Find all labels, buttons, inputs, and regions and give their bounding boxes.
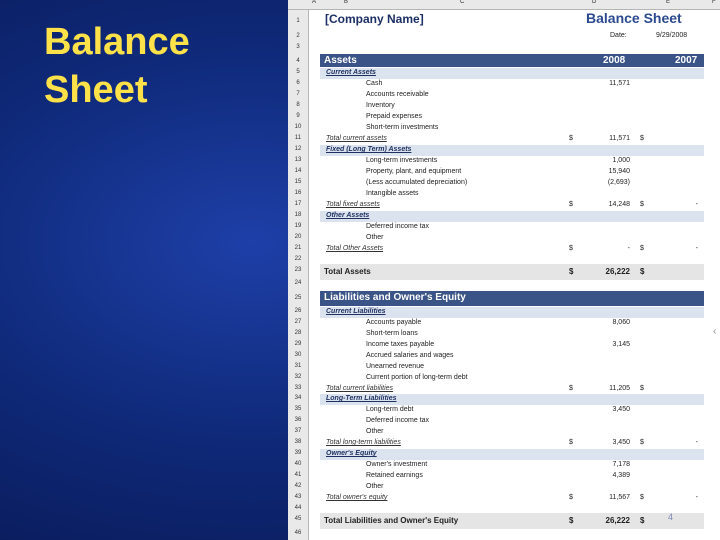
retained-earnings-value: 4,389 <box>612 472 630 479</box>
long-term-debt-value: 3,450 <box>612 406 630 413</box>
row-number: 29 <box>294 341 302 347</box>
total-long-term-liabilities-value-2007: - <box>695 439 698 446</box>
ppe-label: Property, plant, and equipment <box>366 168 462 175</box>
year-2007: 2007 <box>675 55 698 66</box>
row-number: 36 <box>294 417 302 423</box>
company-name: [Company Name] <box>325 12 424 26</box>
owners-equity-title: Owner's Equity <box>326 450 377 457</box>
fixed-assets-title: Fixed (Long Term) Assets <box>326 146 412 153</box>
row-number: 18 <box>294 212 302 218</box>
column-header-bar <box>288 0 720 10</box>
row-number: 19 <box>294 223 302 229</box>
total-assets-band <box>320 264 704 280</box>
row-number: 32 <box>294 374 302 380</box>
row-number: 23 <box>294 267 302 273</box>
column-header-f: F <box>712 0 716 5</box>
total-other-assets-currency-2007: $ <box>640 245 644 252</box>
row-header-bar <box>288 10 309 540</box>
total-long-term-liabilities-label: Total long-term liabilities <box>326 439 401 446</box>
row-number: 25 <box>294 295 302 301</box>
row-number: 40 <box>294 461 302 467</box>
row-number: 43 <box>294 494 302 500</box>
row-number: 46 <box>294 530 302 536</box>
income-taxes-payable-label: Income taxes payable <box>366 341 435 348</box>
cash-label: Cash <box>366 80 383 87</box>
total-liabilities-equity-value: 26,222 <box>605 516 630 525</box>
current-assets-band <box>320 68 704 79</box>
row-number: 14 <box>294 168 302 174</box>
row-number: 16 <box>294 190 302 196</box>
total-current-liabilities-currency: $ <box>569 385 573 392</box>
total-long-term-liabilities-currency-2007: $ <box>640 439 644 446</box>
total-fixed-assets-currency: $ <box>569 201 573 208</box>
column-header-b: B <box>344 0 349 5</box>
sheet-title: Balance Sheet <box>586 10 682 26</box>
row-number: 9 <box>296 113 300 119</box>
row-number: 41 <box>294 472 302 478</box>
total-current-liabilities-value: 11,205 <box>609 385 630 392</box>
total-other-assets-value-2007: - <box>695 245 698 252</box>
income-taxes-payable-value: 3,145 <box>612 341 630 348</box>
total-owners-equity-label: Total owner's equity <box>326 494 388 501</box>
total-fixed-assets-label: Total fixed assets <box>326 201 380 208</box>
row-number: 39 <box>294 450 302 456</box>
row-number: 42 <box>294 483 302 489</box>
unearned-revenue-label: Unearned revenue <box>366 363 424 370</box>
assets-heading: Assets <box>324 55 357 66</box>
total-other-assets-currency: $ <box>569 245 573 252</box>
date-label: Date: <box>610 32 627 39</box>
inventory-label: Inventory <box>366 102 395 109</box>
date-value: 9/29/2008 <box>656 32 688 39</box>
row-number: 8 <box>296 102 300 108</box>
row-number: 22 <box>294 256 302 262</box>
total-owners-equity-value-2007: - <box>695 494 698 501</box>
chevron-left-icon: ‹ <box>713 326 717 337</box>
long-term-investments-label: Long-term investments <box>366 157 438 164</box>
column-header-e: E <box>666 0 671 5</box>
row-number: 31 <box>294 363 302 369</box>
row-number: 38 <box>294 439 302 445</box>
accrued-salaries-label: Accrued salaries and wages <box>366 352 454 359</box>
total-liabilities-equity-label: Total Liabilities and Owner's Equity <box>324 516 459 525</box>
total-long-term-liabilities-value: 3,450 <box>612 439 630 446</box>
total-current-liabilities-currency-2007: $ <box>640 385 644 392</box>
long-term-investments-value: 1,000 <box>612 157 630 164</box>
row-number: 11 <box>294 135 302 141</box>
total-long-term-liabilities-currency: $ <box>569 439 573 446</box>
total-liabilities-equity-currency: $ <box>569 516 574 525</box>
total-other-assets-label: Total Other Assets <box>326 245 384 252</box>
ppe-value: 15,940 <box>608 168 630 175</box>
slide-title <box>44 18 274 114</box>
total-owners-equity-value: 11,567 <box>609 494 630 501</box>
long-term-debt-label: Long-term debt <box>366 406 414 413</box>
row-number: 24 <box>294 280 302 286</box>
total-assets-currency: $ <box>569 267 574 276</box>
slide-title-line2: Sheet <box>44 69 148 111</box>
column-header-a: A <box>312 0 317 5</box>
row-number: 4 <box>296 58 300 64</box>
liabilities-heading: Liabilities and Owner's Equity <box>324 292 466 303</box>
slide-title-line1: Balance <box>44 21 190 63</box>
cash-value: 11,571 <box>609 80 630 87</box>
row-number: 44 <box>294 505 302 511</box>
row-number: 37 <box>294 428 302 434</box>
row-number: 5 <box>296 69 300 75</box>
row-number: 10 <box>294 124 302 130</box>
assets-band <box>320 54 704 67</box>
total-fixed-assets-value: 14,248 <box>608 201 630 208</box>
row-number: 26 <box>294 308 302 314</box>
row-number: 45 <box>294 516 302 522</box>
liab-deferred-income-tax-label: Deferred income tax <box>366 417 430 424</box>
row-number: 30 <box>294 352 302 358</box>
row-number: 33 <box>294 385 302 391</box>
total-fixed-assets-value-2007: - <box>695 201 698 208</box>
total-fixed-assets-currency-2007: $ <box>640 201 644 208</box>
row-number: 6 <box>296 80 300 86</box>
total-owners-equity-currency-2007: $ <box>640 494 644 501</box>
current-assets-title: Current Assets <box>326 69 376 76</box>
total-current-assets-currency: $ <box>569 135 573 142</box>
row-number: 12 <box>294 146 302 152</box>
slide-number: 4 <box>668 512 674 522</box>
deferred-income-tax-label: Deferred income tax <box>366 223 430 230</box>
other-assets-title: Other Assets <box>326 212 370 219</box>
row-number: 27 <box>294 319 302 325</box>
owners-investment-label: Owner's investment <box>366 461 428 468</box>
total-current-assets-value: 11,571 <box>609 135 630 142</box>
row-number: 21 <box>294 245 302 251</box>
owners-equity-band <box>320 449 704 460</box>
accounts-receivable-label: Accounts receivable <box>366 91 429 98</box>
long-term-liabilities-title: Long-Term Liabilities <box>326 395 397 402</box>
row-number: 28 <box>294 330 302 336</box>
row-number: 35 <box>294 406 302 412</box>
column-header-d: D <box>592 0 597 5</box>
total-other-assets-value: - <box>627 245 630 252</box>
spreadsheet-image <box>288 0 720 540</box>
liab-other-label: Other <box>366 428 384 435</box>
total-assets-value: 26,222 <box>605 267 630 276</box>
total-liabilities-equity-currency-2007: $ <box>640 516 645 525</box>
row-number: 2 <box>296 33 300 39</box>
total-current-assets-currency-2007: $ <box>640 135 644 142</box>
total-current-assets-label: Total current assets <box>326 135 387 142</box>
row-number: 13 <box>294 157 302 163</box>
total-assets-label: Total Assets <box>324 267 371 276</box>
other-assets-band <box>320 211 704 222</box>
current-liabilities-title: Current Liabilities <box>326 308 386 315</box>
row-number: 7 <box>296 91 300 97</box>
row-number: 3 <box>296 44 300 50</box>
total-owners-equity-currency: $ <box>569 494 573 501</box>
accounts-payable-value: 8,060 <box>612 319 630 326</box>
row-number: 17 <box>294 201 302 207</box>
total-current-liabilities-label: Total current liabilities <box>326 385 394 392</box>
depreciation-value: (2,693) <box>607 179 630 186</box>
row-number: 20 <box>294 234 302 240</box>
row-number: 1 <box>296 18 300 24</box>
accounts-payable-label: Accounts payable <box>366 319 422 326</box>
depreciation-label: (Less accumulated depreciation) <box>366 179 468 186</box>
other-assets-other-label: Other <box>366 234 384 241</box>
short-term-investments-label: Short-term investments <box>366 124 439 131</box>
prepaid-expenses-label: Prepaid expenses <box>366 113 423 120</box>
column-header-c: C <box>460 0 465 5</box>
owners-investment-value: 7,178 <box>612 461 630 468</box>
row-number: 15 <box>294 179 302 185</box>
short-term-loans-label: Short-term loans <box>366 330 418 337</box>
intangible-assets-label: Intangible assets <box>366 190 419 197</box>
total-assets-currency-2007: $ <box>640 267 645 276</box>
equity-other-label: Other <box>366 483 384 490</box>
current-portion-ltd-label: Current portion of long-term debt <box>366 374 468 381</box>
retained-earnings-label: Retained earnings <box>366 472 423 479</box>
row-number: 34 <box>294 395 302 401</box>
year-2008: 2008 <box>603 55 626 66</box>
